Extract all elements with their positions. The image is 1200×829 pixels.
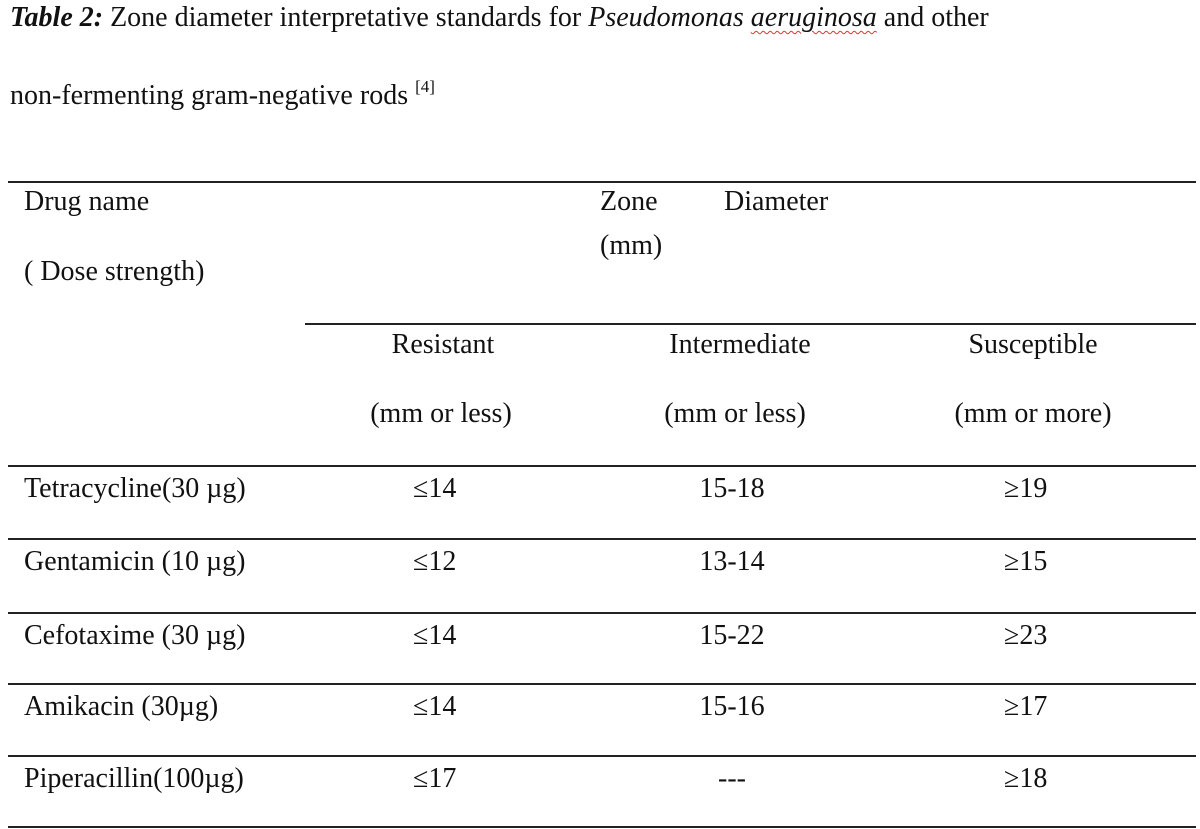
cell-intermediate: 15-18 bbox=[699, 473, 765, 504]
cell-resistant: ≤14 bbox=[413, 473, 457, 504]
cell-drug: Amikacin (30µg) bbox=[24, 691, 219, 722]
cell-drug: Tetracycline(30 µg) bbox=[24, 473, 246, 504]
cell-intermediate: 15-16 bbox=[699, 691, 765, 722]
col-resistant-unit: (mm or less) bbox=[370, 398, 512, 429]
row-rule bbox=[8, 755, 1196, 757]
caption-line-1 bbox=[10, 4, 989, 32]
cell-susceptible: ≥17 bbox=[1004, 691, 1048, 722]
cell-susceptible: ≥23 bbox=[1004, 620, 1048, 651]
cell-drug: Cefotaxime (30 µg) bbox=[24, 620, 246, 651]
col-susceptible-unit: (mm or more) bbox=[954, 398, 1112, 429]
organism-species: aeruginosa bbox=[750, 2, 877, 33]
cell-intermediate: 13-14 bbox=[699, 546, 765, 577]
col-intermediate-unit: (mm or less) bbox=[664, 398, 806, 429]
header-diameter: Diameter bbox=[724, 186, 829, 217]
caption-text-end: and other bbox=[876, 2, 989, 33]
cell-resistant: ≤12 bbox=[413, 546, 457, 577]
caption-label: Table 2: bbox=[10, 2, 104, 33]
header-drug-name: Drug name bbox=[24, 186, 150, 217]
cell-susceptible: ≥19 bbox=[1004, 473, 1048, 504]
caption-line-2 bbox=[10, 77, 435, 111]
cell-resistant: ≤14 bbox=[413, 691, 457, 722]
cell-intermediate: --- bbox=[718, 763, 746, 794]
cell-drug: Piperacillin(100µg) bbox=[24, 763, 244, 794]
cell-susceptible: ≥15 bbox=[1004, 546, 1048, 577]
caption-text-2: non-fermenting gram-negative rods bbox=[10, 80, 416, 111]
cell-susceptible: ≥18 bbox=[1004, 763, 1048, 794]
row-rule bbox=[8, 683, 1196, 685]
header-zone: Zone bbox=[600, 186, 658, 217]
citation: [4] bbox=[415, 77, 435, 96]
caption-text: Zone diameter interpretative standards for bbox=[103, 2, 589, 33]
cell-intermediate: 15-22 bbox=[699, 620, 765, 651]
col-intermediate: Intermediate bbox=[669, 329, 811, 360]
row-rule bbox=[8, 612, 1196, 614]
header-mm: (mm) bbox=[600, 230, 663, 261]
header-dose-strength: ( Dose strength) bbox=[24, 256, 205, 287]
subheader-rule bbox=[305, 323, 1196, 325]
col-resistant: Resistant bbox=[391, 329, 495, 360]
col-susceptible: Susceptible bbox=[968, 329, 1098, 360]
cell-drug: Gentamicin (10 µg) bbox=[24, 546, 246, 577]
table-bottom-rule bbox=[8, 826, 1196, 828]
organism-genus: Pseudomonas bbox=[588, 2, 744, 33]
cell-resistant: ≤14 bbox=[413, 620, 457, 651]
row-rule bbox=[8, 465, 1196, 467]
row-rule bbox=[8, 538, 1196, 540]
table-top-rule bbox=[8, 181, 1196, 183]
cell-resistant: ≤17 bbox=[413, 763, 457, 794]
